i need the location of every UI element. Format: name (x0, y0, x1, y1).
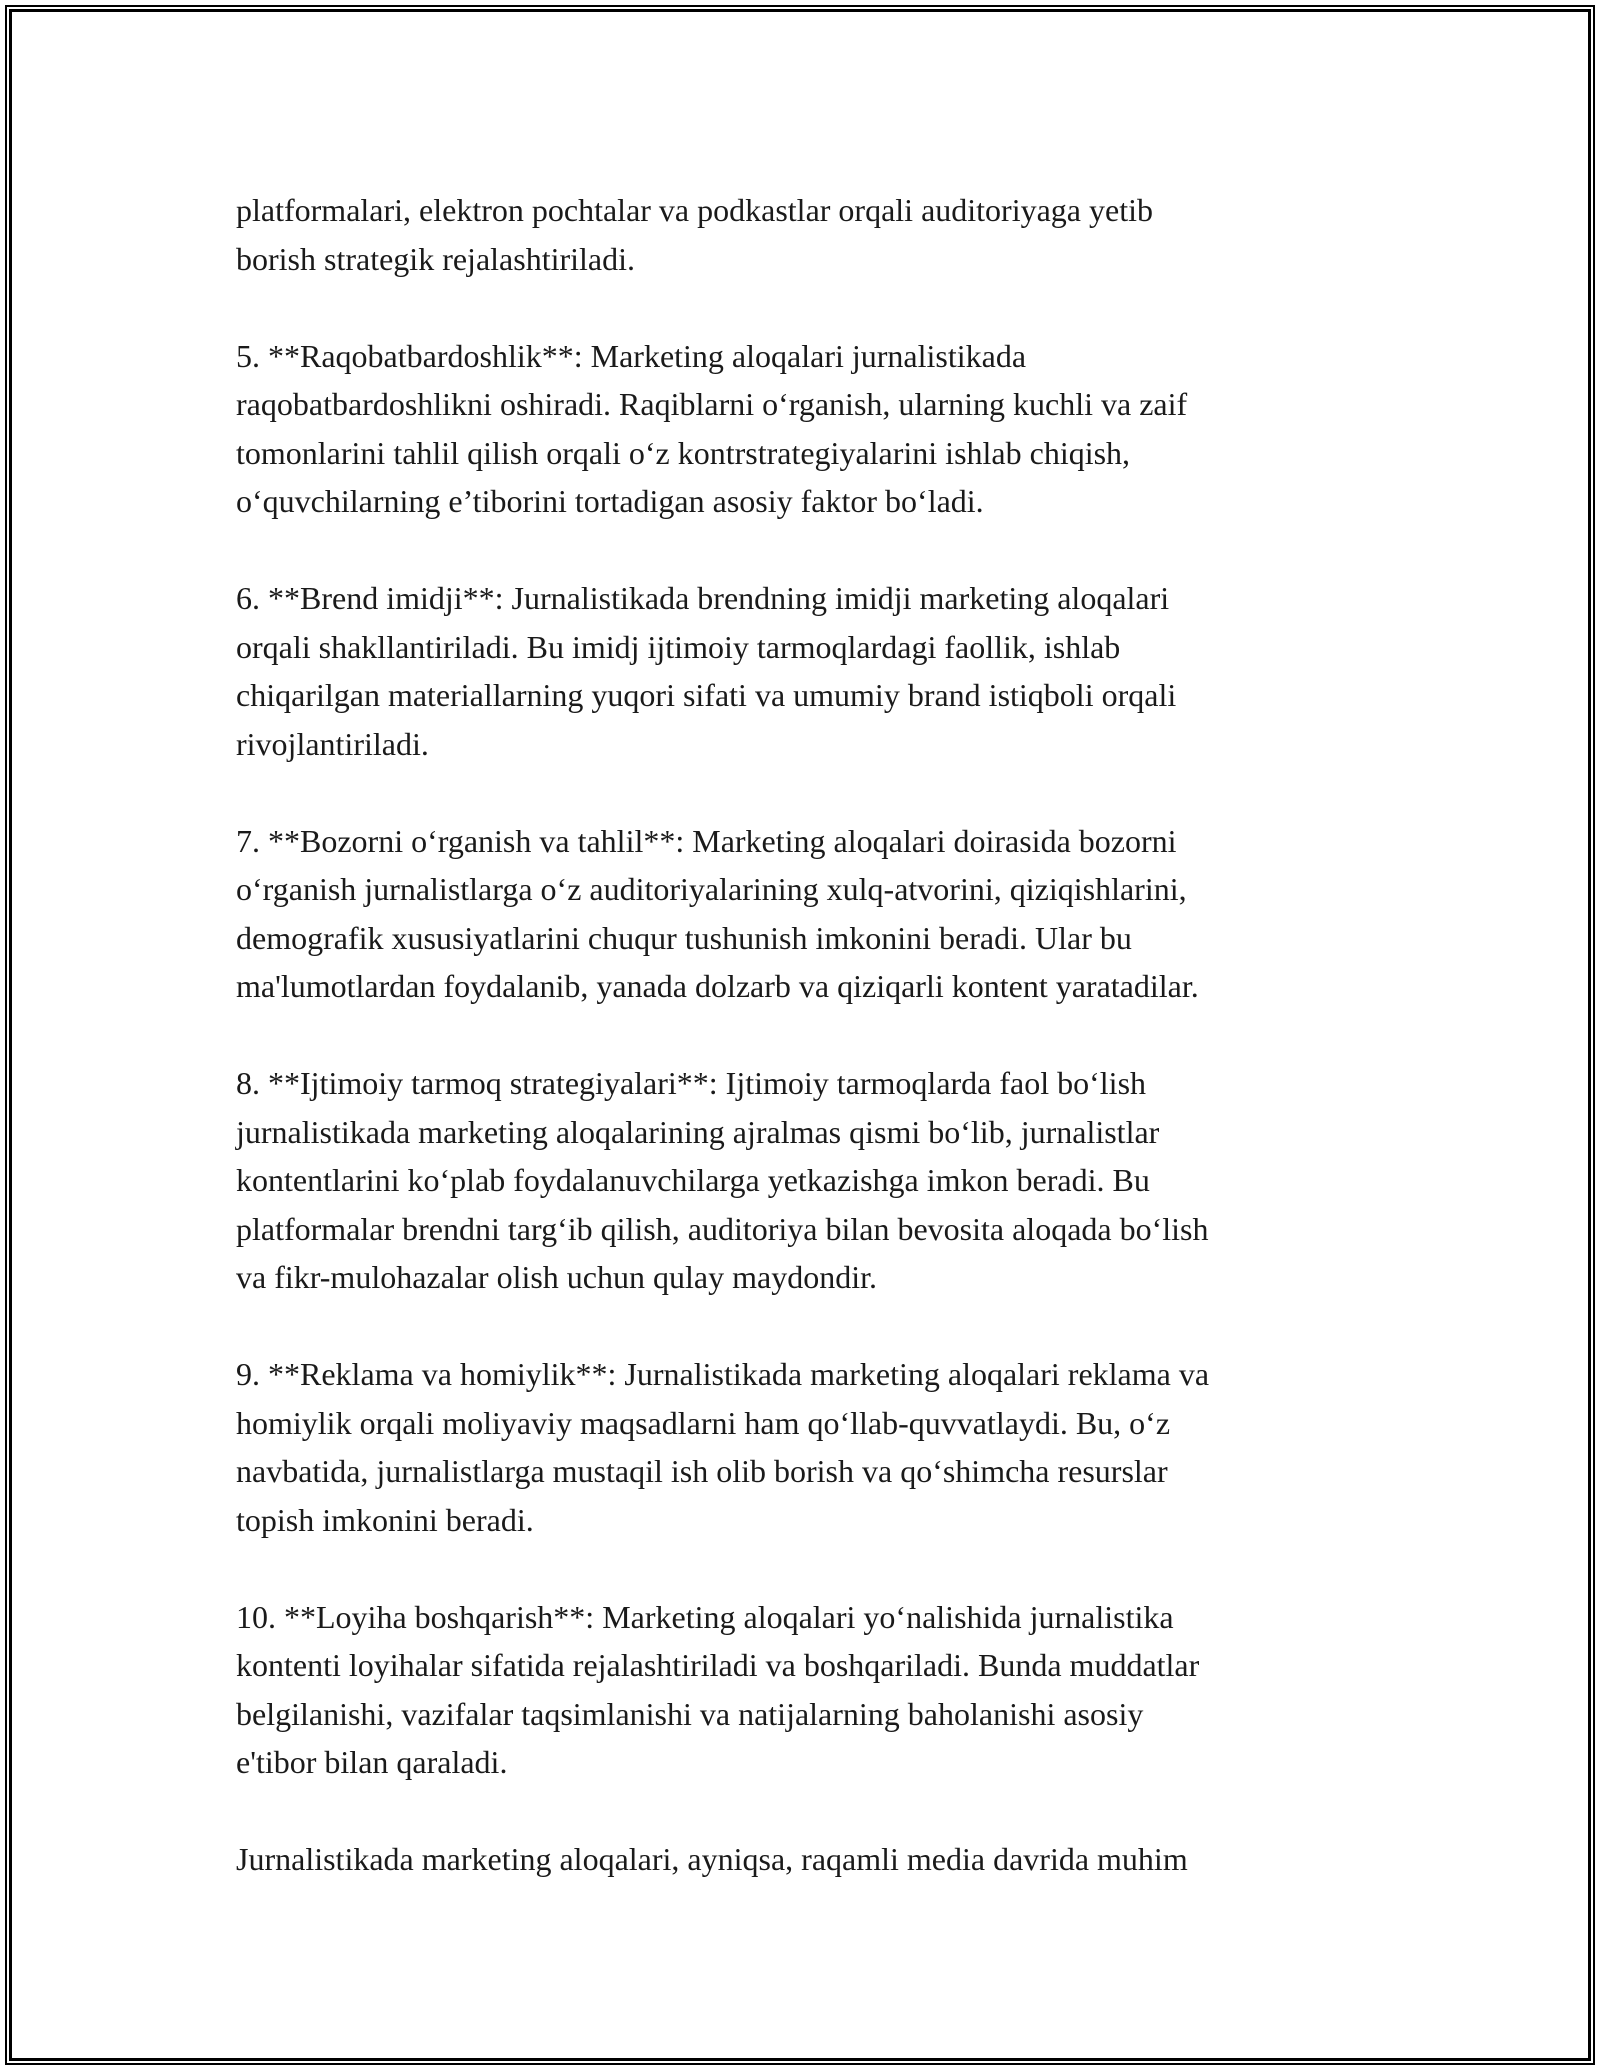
paragraph-item-8: 8. **Ijtimoiy tarmoq strategiyalari**: Ijtimoiy tarmoqlarda faol bo‘lish jurnalistikada marketing aloqalarining ajralmas qismi bo‘lib, jurnalistlar kontentlarini ko‘plab foydalanuvchilarga yetkazishga imkon beradi. Bu platformalar brendni targ‘ib qilish, auditoriya bilan bevosita aloqada bo‘lish va fikr-mulohazalar olish uchun qulay maydondir. (236, 1065, 1209, 1295)
paragraph-item-9: 9. **Reklama va homiylik**: Jurnalistikada marketing aloqalari reklama va homiylik orqali moliyaviy maqsadlarni ham qo‘llab-quvvatlaydi. Bu, o‘z navbatida, jurnalistlarga mustaqil ish olib borish va qo‘shimcha resurslar topish imkonini beradi. (236, 1356, 1210, 1538)
paragraph-item-7: 7. **Bozorni o‘rganish va tahlil**: Marketing aloqalari doirasida bozorni o‘rganish jurnalistlarga o‘z auditoriyalarining xulq-atvorini, qiziqishlarini, demografik xususiyatlarini chuqur tushunish imkonini beradi. Ular bu ma'lumotlardan foydalanib, yanada dolzarb va qiziqarli kontent yaratadilar. (236, 822, 1199, 1004)
document-body (236, 186, 1376, 1884)
paragraph-item-10: 10. **Loyiha boshqarish**: Marketing aloqalari yo‘nalishida jurnalistika kontenti loyihalar sifatida rejalashtiriladi va boshqariladi. Bunda muddatlar belgilanishi, vazifalar taqsimlanishi va natijalarning baholanishi asosiy e'tibor bilan qaraladi. (236, 1598, 1200, 1780)
paragraph-continuation: platformalari, elektron pochtalar va podkastlar orqali auditoriyaga yetib borish strategik rejalashtiriladi. (236, 192, 1153, 277)
paragraph-item-6: 6. **Brend imidji**: Jurnalistikada brendning imidji marketing aloqalari orqali shakllantiriladi. Bu imidj ijtimoiy tarmoqlardagi faollik, ishlab chiqarilgan materiallarning yuqori sifati va umumiy brand istiqboli orqali rivojlantiriladi. (236, 580, 1177, 762)
paragraph-conclusion: Jurnalistikada marketing aloqalari, ayniqsa, raqamli media davrida muhim (236, 1841, 1188, 1877)
paragraph-item-5: 5. **Raqobatbardoshlik**: Marketing aloqalari jurnalistikada raqobatbardoshlikni oshiradi. Raqiblarni o‘rganish, ularning kuchli va zaif tomonlarini tahlil qilish orqali o‘z kontrstrategiyalarini ishlab chiqish, o‘quvchilarning e’tiborini tortadigan asosiy faktor bo‘ladi. (236, 337, 1188, 519)
